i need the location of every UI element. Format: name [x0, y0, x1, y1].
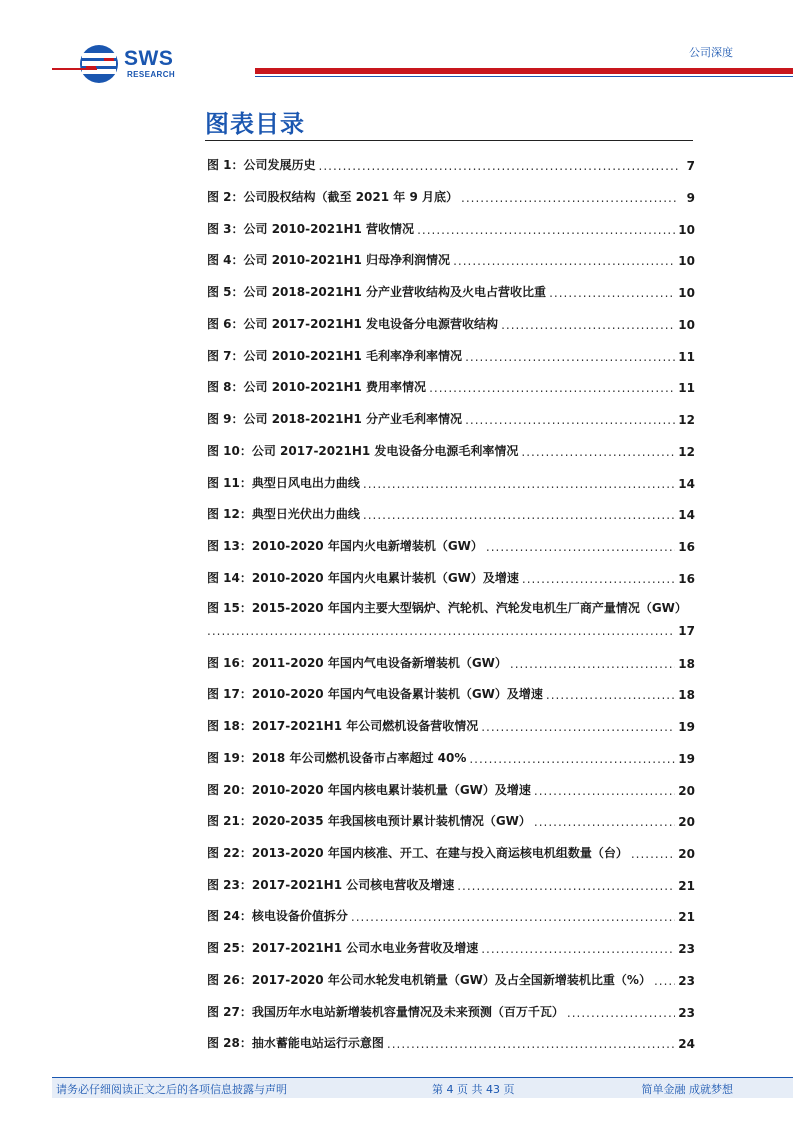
toc-leader-dots	[654, 974, 675, 988]
header-red-bar	[255, 68, 793, 74]
toc-entry-label: 图 26：2017-2020 年公司水轮发电机销量（GW）及占全国新增装机比重（%）	[207, 973, 651, 987]
toc-entry[interactable]	[207, 746, 695, 766]
toc-entry-page: 23	[678, 1006, 695, 1020]
toc-leader-dots	[429, 381, 675, 395]
toc-entry[interactable]	[207, 534, 695, 554]
toc-leader-dots	[457, 879, 675, 893]
toc-entry[interactable]	[207, 778, 695, 798]
toc-entry-label: 图 22：2013-2020 年国内核准、开工、在建与投入商运核电机组数量（台）	[207, 846, 628, 860]
toc-leader-dots	[486, 540, 675, 554]
toc-leader-dots	[417, 223, 675, 237]
toc-entry-label: 图 14：2010-2020 年国内火电累计装机（GW）及增速	[207, 571, 519, 585]
toc-entry-page: 18	[678, 657, 695, 671]
toc-entry-label: 图 7：公司 2010-2021H1 毛利率净利率情况	[207, 349, 463, 363]
document-type: 公司深度	[689, 46, 733, 59]
toc-entry-label: 图 27：我国历年水电站新增装机容量情况及未来预测（百万千瓦）	[207, 1005, 564, 1019]
toc-leader-dots	[631, 847, 675, 861]
toc-leader-dots	[522, 572, 675, 586]
toc-entry-label: 图 13：2010-2020 年国内火电新增装机（GW）	[207, 539, 483, 553]
toc-leader-dots	[319, 159, 678, 173]
toc-entry-label: 图 21：2020-2035 年我国核电预计累计装机情况（GW）	[207, 814, 531, 828]
toc-entry[interactable]	[207, 651, 695, 671]
toc-leader-dots	[351, 910, 675, 924]
page-title: 图表目录	[205, 110, 305, 138]
toc-entry[interactable]	[207, 502, 695, 522]
toc-entry[interactable]	[207, 809, 695, 829]
toc-entry[interactable]	[207, 375, 695, 395]
toc-leader-dots	[469, 752, 675, 766]
toc-entry-page: 14	[678, 477, 695, 491]
toc-entry[interactable]	[207, 312, 695, 332]
toc-entry-label: 图 28：抽水蓄能电站运行示意图	[207, 1036, 384, 1050]
toc-leader-dots	[465, 413, 675, 427]
toc-entry-page: 10	[678, 318, 695, 332]
toc-leader-dots	[363, 477, 675, 491]
toc-entry-label: 图 20：2010-2020 年国内核电累计装机量（GW）及增速	[207, 783, 531, 797]
footer-page-number: 第 4 页 共 43 页	[432, 1083, 515, 1096]
toc-leader-dots	[387, 1037, 675, 1051]
toc-entry-label: 图 2：公司股权结构（截至 2021 年 9 月底）	[207, 190, 458, 204]
toc-entry-page: 12	[678, 413, 695, 427]
toc-entry-page: 11	[678, 381, 695, 395]
toc-leader-dots	[501, 318, 675, 332]
header-left-line	[52, 68, 97, 70]
toc-entry-page: 16	[678, 540, 695, 554]
footer-slogan: 简单金融 成就梦想	[641, 1083, 733, 1096]
toc-entry-label: 图 15：2015-2020 年国内主要大型锅炉、汽轮机、汽轮发电机生厂商产量情况（GW）	[207, 601, 687, 615]
toc-entry-label: 图 25：2017-2021H1 公司水电业务营收及增速	[207, 941, 479, 955]
toc-leader-dots	[207, 624, 675, 638]
toc-entry[interactable]	[207, 407, 695, 427]
toc-entry-label: 图 24：核电设备价值拆分	[207, 909, 348, 923]
footer-disclaimer: 请务必仔细阅读正文之后的各项信息披露与声明	[56, 1083, 287, 1096]
toc-entry-label: 图 18：2017-2021H1 年公司燃机设备营收情况	[207, 719, 479, 733]
toc-entry-label: 图 19：2018 年公司燃机设备市占率超过 40%	[207, 751, 467, 765]
toc-leader-dots	[534, 784, 675, 798]
toc-leader-dots	[453, 254, 675, 268]
toc-entry-page: 16	[678, 572, 695, 586]
toc-entry-page: 11	[678, 350, 695, 364]
toc-leader-dots	[521, 445, 675, 459]
toc-entry[interactable]	[207, 682, 695, 702]
toc-entry-page: 14	[678, 508, 695, 522]
toc-entry-label: 图 16：2011-2020 年国内气电设备新增装机（GW）	[207, 656, 507, 670]
toc-entry[interactable]	[207, 153, 695, 173]
toc-entry[interactable]	[207, 904, 695, 924]
toc-entry[interactable]	[207, 1000, 695, 1020]
toc-leader-dots	[461, 191, 678, 205]
toc-entry-page: 19	[678, 720, 695, 734]
toc-leader-dots	[567, 1006, 675, 1020]
title-rule	[205, 140, 693, 141]
toc-entry-page: 20	[678, 815, 695, 829]
toc-entry-page: 23	[678, 974, 695, 988]
toc-entry-page: 10	[678, 254, 695, 268]
toc-leader-dots	[465, 350, 675, 364]
toc-entry[interactable]	[207, 873, 695, 893]
toc-entry-label: 图 5：公司 2018-2021H1 分产业营收结构及火电占营收比重	[207, 285, 547, 299]
toc-entry-label: 图 1：公司发展历史	[207, 158, 316, 172]
toc-entry-page: 21	[678, 879, 695, 893]
toc-entry-page: 17	[678, 624, 695, 638]
toc-entry-label: 图 12：典型日光伏出力曲线	[207, 507, 360, 521]
toc-entry-page: 20	[678, 847, 695, 861]
toc-entry[interactable]	[207, 248, 695, 268]
toc-entry-page: 24	[678, 1037, 695, 1051]
toc-entry-label: 图 17：2010-2020 年国内气电设备累计装机（GW）及增速	[207, 687, 543, 701]
toc-entry[interactable]	[207, 968, 695, 988]
toc-entry-page: 7	[686, 159, 695, 173]
toc-entry-page: 19	[678, 752, 695, 766]
toc-entry[interactable]	[207, 1031, 695, 1051]
toc-entry-page: 23	[678, 942, 695, 956]
toc-leader-dots	[481, 720, 675, 734]
toc-entry-page: 10	[678, 286, 695, 300]
toc-entry[interactable]	[207, 185, 695, 205]
toc-entry[interactable]	[207, 471, 695, 491]
toc-leader-dots	[510, 657, 675, 671]
toc-entry-page: 12	[678, 445, 695, 459]
toc-entry[interactable]	[207, 344, 695, 364]
toc-entry-page: 10	[678, 223, 695, 237]
toc-leader-dots	[534, 815, 675, 829]
toc-entry-label: 图 6：公司 2017-2021H1 发电设备分电源营收结构	[207, 317, 499, 331]
toc-entry-label: 图 23：2017-2021H1 公司核电营收及增速	[207, 878, 455, 892]
toc-leader-dots	[363, 508, 675, 522]
toc-leader-dots	[481, 942, 675, 956]
toc-entry[interactable]	[207, 217, 695, 237]
toc-entry[interactable]	[207, 566, 695, 586]
toc-entry[interactable]	[207, 936, 695, 956]
toc-entry-page: 18	[678, 688, 695, 702]
toc-leader-dots	[549, 286, 675, 300]
toc-entry-label: 图 11：典型日风电出力曲线	[207, 476, 360, 490]
toc-entry-label: 图 3：公司 2010-2021H1 营收情况	[207, 222, 415, 236]
header-blue-line	[255, 76, 793, 77]
logo-text: SWS	[124, 47, 174, 70]
toc-entry[interactable]	[207, 714, 695, 734]
toc-entry-label: 图 4：公司 2010-2021H1 归母净利润情况	[207, 253, 451, 267]
toc-entry-label: 图 10：公司 2017-2021H1 发电设备分电源毛利率情况	[207, 444, 519, 458]
toc-entry[interactable]	[207, 841, 695, 861]
footer-rule	[52, 1077, 793, 1078]
toc-entry-page: 9	[686, 191, 695, 205]
toc-entry[interactable]	[207, 439, 695, 459]
logo-subtext: RESEARCH	[127, 70, 176, 79]
toc-entry-page: 21	[678, 910, 695, 924]
toc-leader-dots	[546, 688, 675, 702]
toc-entry[interactable]	[207, 280, 695, 300]
toc-entry-label: 图 9：公司 2018-2021H1 分产业毛利率情况	[207, 412, 463, 426]
toc-entry[interactable]	[207, 598, 695, 638]
toc-entry-label: 图 8：公司 2010-2021H1 费用率情况	[207, 380, 427, 394]
toc-entry-page: 20	[678, 784, 695, 798]
